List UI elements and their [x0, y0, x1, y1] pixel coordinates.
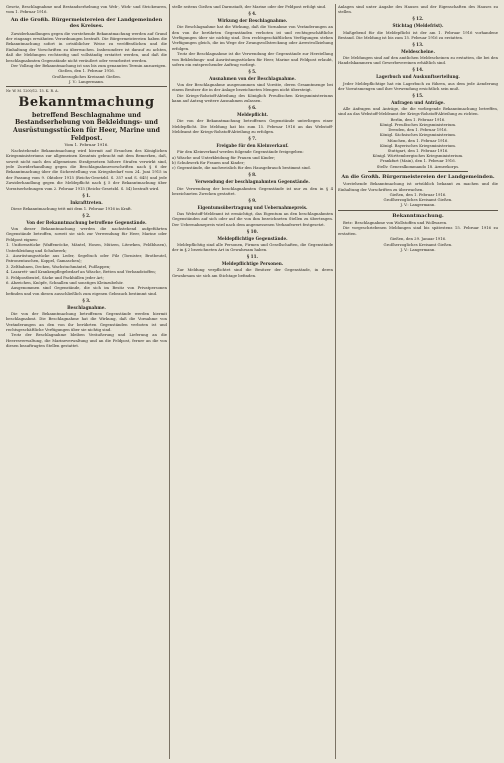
column-1 — [6, 4, 167, 759]
paragraph: Jeder Meldepflichtige hat ein Lagerbuch zu führen, aus dem jede Aenderung der Vorratsmengen und ihre Verwendung ersichtlich sein muß. — [338, 80, 498, 91]
top-paragraph: Gesetz, Beschlagnahme und Bestandserhebung von Web-, Wirk- und Strickwaren, vom 1. Februar 1916. — [6, 4, 167, 15]
paragraph: Betr.: Beschlagnahme von Wollstoffen und Wollwaren. — [343, 220, 448, 226]
list-item: 3. Zeltbahnen, Decken, Wachstuchmäntel, Fußlappen; — [6, 263, 111, 269]
paragraph: Die Verwendung der beschlagnahmten Gegenstände ist nur zu den in § 4 bezeichneten Zwecken gestattet. — [172, 185, 333, 196]
paragraph: Alle Anfragen und Anträge, die die vorliegende Bekanntmachung betreffen, sind an das Webstoff-Meldeamt der Kriegs-Rohstoff-Abteilung zu richten. — [338, 106, 498, 117]
authority: Königl. Bayerisches Kriegsministerium. — [379, 142, 457, 148]
paragraph: Die von der Bekanntmachung betroffenen Gegenstände unterliegen einer Meldepflicht. Die Meldung hat bis zum 15. Februar 1916 an das Webstoff-Meldeamt der Kriegs-Rohstoff-Abteilung zu erfolgen. — [172, 118, 333, 135]
section-number: § 4. — [248, 10, 257, 16]
paragraph: Trotz der Beschlagnahme ist die Verwendung der Gegenstände zur Herstellung von Bekleidungs- und Ausrüstungsstücken für Heer, Marine und Feldpost erlaubt, sofern ein entsprechender Auftrag vorliegt. — [172, 51, 333, 67]
section-number: § 8. — [248, 172, 257, 178]
section-title: Stichtag (Meldefrist). — [392, 23, 444, 29]
section-title: Meldepflicht. — [236, 112, 269, 118]
list-item: 1. Uniformstücke (Waffenröcke, Mäntel, Hosen, Mützen, Litewken, Feldblusen), Unterkleidung und Schuhwerk; — [6, 242, 167, 253]
reference-number: Nr. W. M. 1200/12. 15. K. R. A. — [6, 89, 59, 94]
paragraph: Die Kriegs-Rohstoff-Abteilung des Königlich Preußischen Kriegsministeriums kann auf Antrag weitere Ausnahmen zulassen. — [172, 92, 333, 104]
divider — [338, 210, 498, 211]
place-date: Dresden, den 1. Februar 1916. — [388, 127, 448, 133]
section-title: Freigabe für den Kleinverkauf. — [216, 143, 289, 149]
divider — [6, 86, 167, 87]
list-item: b) Schuhwerk für Frauen und Kinder; — [172, 160, 245, 166]
paragraph: Von dieser Bekanntmachung werden die nachstehend aufgeführten Gegenstände betroffen, soweit sie sich zur Verwendung für Heer, Marine oder Feldpost eignen: — [6, 225, 167, 242]
paragraph: Für den Kleinverkauf werden folgende Gegenstände freigegeben: — [177, 149, 304, 155]
paragraph: Das Webstoff-Meldeamt ist ermächtigt, das Eigentum an den beschlagnahmten Gegenständen auf sich oder auf die von ihm bezeichneten Stellen zu übertragen. Der Uebernahmepreis wird nach dem angemessenen Verkaufswert festgesetzt. — [172, 211, 333, 227]
list-item: 6. Abzeichen, Knöpfe, Schnallen und sonstiges Kleinzubehör. — [6, 279, 124, 285]
section-number: § 5. — [248, 68, 257, 74]
section-number: § 1. — [82, 192, 91, 198]
column-2 — [172, 4, 333, 759]
authority: Königl. Württembergisches Kriegsministerium. — [372, 153, 464, 159]
divider — [368, 171, 468, 172]
list-item: 5. Feldpostbeutel, Säcke und Packhüllen jeder Art; — [6, 274, 104, 280]
paragraph: Vorstehende Bekanntmachung ist ortsüblich bekannt zu machen und die Einhaltung der Vorschriften zu überwachen. — [338, 181, 498, 192]
paragraph: Meldepflichtig sind alle Personen, Firmen und Gesellschaften, die Gegenstände der in § 2 bezeichneten Art in Gewahrsam haben. — [172, 241, 333, 253]
notice-subtitle: betreffend Beschlagnahme und Bestandserhebung von Bekleidungs- und Ausrüstungsstücken für Heer, Marine und Feldpost. — [13, 111, 160, 142]
paragraph: Ausgenommen sind Gegenstände, die sich im Besitz von Privatpersonen befinden und von diesen ausschließlich zum eigenen Gebrauch bestimmt sind. — [6, 285, 167, 296]
paragraph: Zur Meldung verpflichtet sind die Besitzer der Gegenstände, in deren Gewahrsam sie sich am Stichtage befinden. — [172, 267, 333, 278]
section-number: § 10. — [247, 228, 258, 234]
section-title: Ausnahmen von der Beschlagnahme. — [209, 75, 296, 81]
signature: J. V.: Langermann. — [400, 246, 436, 252]
list-item: a) Wäsche und Unterkleidung für Frauen und Kinder; — [172, 154, 276, 160]
list-item: 4. Lazarett- und Krankenpflegebedarf an Wäsche, Betten und Verbandstoffen; — [6, 269, 156, 275]
paragraph: Die Beschlagnahme hat die Wirkung, daß die Vornahme von Veränderungen an den von ihr berührten Gegenständen verboten ist und rechtsgeschäftliche Verfügungen über sie nichtig sind. Den rechtsgeschäftlichen Verfügungen stehen Verfügungen gleich, die im Wege der Zwangsvollstreckung oder Arrestvollziehung erfolgen. — [172, 24, 333, 51]
signature: J. V.: Langermann. — [68, 78, 105, 84]
section-number: § 7. — [248, 136, 257, 142]
notice-title: Bekanntmachung — [18, 94, 155, 110]
section-number: § 2. — [82, 212, 91, 218]
section-title: Verwendung der beschlagnahmten Gegenstände. — [195, 179, 310, 185]
section-number: § 9. — [248, 197, 257, 203]
paragraph: Die vorgeschriebenen Meldungen sind bis spätestens 15. Februar 1916 zu erstatten. — [338, 225, 498, 236]
section-title: Inkrafttreten. — [70, 199, 103, 205]
paragraph: Von der Beschlagnahme ausgenommen sind Vorräte, deren Gesamtmenge bei einem Besitzer die in der Anlage bezeichneten Mengen nicht übersteigt. — [172, 82, 333, 93]
list-item: c) Gegenstände, die nachweislich für den Hausgebrauch bestimmt sind. — [172, 165, 311, 171]
paragraph: Zuwiderhandlungen gegen die vorstehende Bekanntmachung werden auf Grund der eingangs erwähnten Verordnungen bestraft. Die Bürgermeistereien haben die Bekanntmachung sofort in ortsüblicher Weise zu veröffentlichen und die Einhaltung der Vorschriften zu überwachen. Insbesondere ist darauf zu achten, daß die Meldungen rechtzeitig und vollständig erstattet werden, und daß die beschlagnahmten Gegenstände nicht veräußert oder verarbeitet werden. — [6, 30, 167, 63]
newspaper-page — [6, 4, 498, 759]
paragraph: Diese Bekanntmachung tritt mit dem 1. Februar 1916 in Kraft. — [11, 205, 133, 211]
authority: Stellv. Generalkommando 18. Armeekorps. — [376, 163, 460, 169]
section-title: Lagerbuch und Auskunftserteilung. — [376, 74, 460, 80]
section-number: § 3. — [82, 297, 91, 303]
authority: Großherzogliches Kreisamt Gießen. — [383, 241, 453, 247]
top-paragraph: Anlagen sind unter Angabe des Hauses und der Eigenschaften des Hauses zu stellen. — [338, 4, 498, 15]
section-title: Meldescheine. — [401, 48, 435, 54]
list-item: 2. Ausrüstungsstücke aus Leder, Segeltuch oder Filz (Tornister, Brotbeutel, Patronentaschen, Koppel, Gamaschen); — [6, 252, 167, 264]
section-number: § 15. — [412, 92, 424, 98]
section-title: Anfragen und Anträge. — [391, 99, 445, 105]
place-date: München, den 1. Februar 1916. — [387, 137, 449, 143]
section-title: Meldepflichtige Gegenstände. — [217, 235, 288, 241]
section-title: Eigentumsübertragung und Uebernahmepreis. — [197, 204, 308, 210]
notice-date: Vom 1. Februar 1916. — [64, 142, 109, 148]
paragraph: Der Vollzug der Bekanntmachung ist uns bis zum genannten Termin anzuzeigen. — [11, 63, 167, 69]
heading: An die Großh. Bürgermeistereien der Landgemeinden. — [341, 173, 495, 180]
top-paragraph: stelle seitens Gießen und Darmstadt, der Marine oder der Feldpost erfolgt sind. — [172, 4, 327, 9]
place-date: Frankfurt (Main), den 1. Februar 1916. — [380, 158, 456, 164]
column-3 — [338, 4, 498, 759]
paragraph: Die von der Bekanntmachung betroffenen Gegenstände werden hiermit beschlagnahmt. Die Beschlagnahme hat die Wirkung, daß die Vornahme von Veränderungen an den von ihr berührten Gegenständen verboten ist und rechtsgeschäftliche Verfügungen über sie nichtig sind. — [6, 310, 167, 333]
heading: An die Großh. Bürgermeistereien der Landgemeinden des Kreises. — [10, 16, 163, 30]
place-date: Stuttgart, den 1. Februar 1916. — [387, 148, 449, 154]
section-number: § 14. — [412, 67, 424, 73]
section-title: Wirkung der Beschlagnahme. — [217, 18, 288, 23]
paragraph: Die Meldungen sind auf den amtlichen Meldescheinen zu erstatten, die bei den Handelskammern und Gewerbevereinen erhältlich sind. — [338, 55, 498, 66]
authority: Großherzogliches Kreisamt Gießen. — [52, 73, 121, 79]
place-date: Gießen, den 1. Februar 1916. — [58, 68, 115, 74]
section-title: Beschlagnahme. — [67, 304, 106, 310]
section-title: Meldepflichtige Personen. — [221, 261, 284, 267]
column-rule — [335, 4, 336, 759]
authority: Königl. Sächsisches Kriegsministerium. — [379, 132, 457, 138]
place-date: Gießen, den 29. Januar 1916. — [389, 236, 447, 242]
section-number: § 12. — [412, 16, 424, 22]
place-date: Berlin, den 1. Februar 1916. — [390, 116, 446, 122]
paragraph: Maßgebend für die Meldepflicht ist der am 1. Februar 1916 vorhandene Bestand. Die Meldung ist bis zum 15. Februar 1916 zu erstatten. — [338, 29, 498, 40]
place-date: Gießen, den 1. Februar 1916. — [389, 192, 447, 198]
signature: J. V.: Langermann. — [400, 202, 436, 208]
paragraph: Nachstehende Bekanntmachung wird hiermit auf Ersuchen des Königlichen Kriegsministeriums zur allgemeinen Kenntnis gebracht mit dem Bemerken, daß, soweit nicht nach den allgemeinen Strafgesetzen höhere Strafen verwirkt sind, jede Zuwiderhandlung gegen die Beschlagnahmevorschriften nach § 6 der Bekanntmachung über die Sicherstellung von Kriegsbedarf vom 24. Juni 1915 in der Fassung vom 9. Oktober 1915 (Reichs-Gesetzbl. S. 357 und S. 645) und jede Zuwiderhandlung gegen die Meldepflicht nach § 5 der Bekanntmachung über Vorratserhebungen vom 2. Februar 1915 (Reichs-Gesetzbl. S. 54) bestraft wird. — [6, 147, 167, 191]
authority: Königl. Preußisches Kriegsministerium. — [379, 122, 457, 128]
section-number: § 11. — [247, 254, 258, 260]
section-number: § 13. — [412, 41, 424, 47]
heading: Bekanntmachung. — [392, 212, 444, 219]
section-number: § 6. — [248, 105, 257, 111]
paragraph: Trotz der Beschlagnahme bleiben Veräußerung und Lieferung an die Heeresverwaltung, die Marineverwaltung und an die Feldpost, ferner an die von diesen beauftragten Stellen gestattet. — [6, 332, 167, 349]
column-rule — [169, 4, 170, 759]
authority: Großherzogliches Kreisamt Gießen. — [383, 197, 453, 203]
section-title: Von der Bekanntmachung betroffene Gegenstände. — [26, 219, 147, 225]
